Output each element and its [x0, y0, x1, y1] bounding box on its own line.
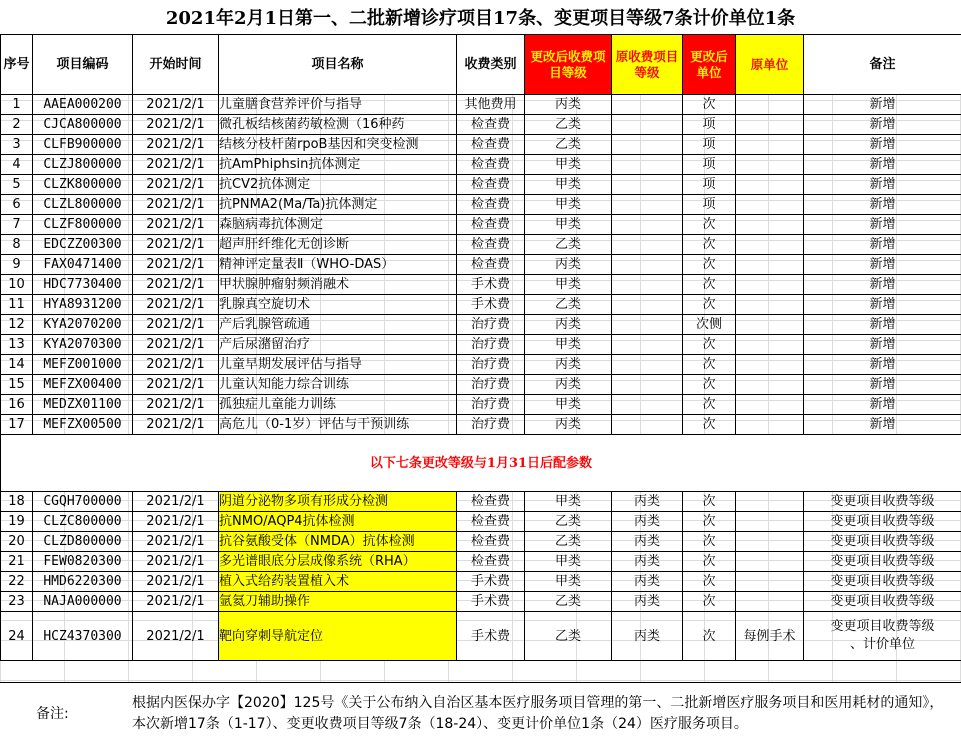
cell-remark[interactable]: 新增 — [804, 175, 961, 195]
cell-seq[interactable]: 1 — [1, 95, 33, 115]
table-row — [1, 612, 961, 661]
header-new-grade-text: 更改后收费项目等级 — [529, 49, 607, 80]
table-body-changed — [1, 492, 961, 612]
header-code[interactable]: 项目编码 — [33, 35, 133, 95]
cell-new-grade[interactable]: 乙类 — [525, 235, 612, 255]
cell-fee-type[interactable]: 检查费 — [457, 492, 525, 512]
cell-seq[interactable]: 4 — [1, 155, 33, 175]
cell-old-grade[interactable]: 丙类 — [612, 552, 683, 572]
cell-code[interactable]: CLZD800000 — [33, 532, 133, 552]
sheet-title: 2021年2月1日第一、二批新增诊疗项目17条、变更项目等级7条计价单位1条 — [0, 0, 961, 34]
cell-start[interactable]: 2021/2/1 — [133, 215, 219, 235]
cell-code[interactable]: HYA8931200 — [33, 295, 133, 315]
cell-code[interactable]: HDC7730400 — [33, 275, 133, 295]
cell-fee-type[interactable]: 治疗费 — [457, 395, 525, 415]
table-row — [1, 235, 961, 255]
cell-old-unit[interactable] — [736, 155, 804, 175]
table-row — [1, 395, 961, 415]
cell-remark[interactable]: 新增 — [804, 355, 961, 375]
cell-name[interactable]: 精神评定量表Ⅱ（WHO-DAS） — [219, 255, 457, 275]
cell-old-unit[interactable] — [736, 295, 804, 315]
table-row — [1, 552, 961, 572]
cell-new-grade[interactable]: 丙类 — [525, 355, 612, 375]
cell-fee-type[interactable]: 手术费 — [457, 295, 525, 315]
table-row — [1, 155, 961, 175]
cell-remark[interactable]: 新增 — [804, 415, 961, 435]
cell-start[interactable]: 2021/2/1 — [133, 335, 219, 355]
cell-start[interactable]: 2021/2/1 — [133, 532, 219, 552]
cell-code[interactable]: KYA2070200 — [33, 315, 133, 335]
cell-old-unit[interactable] — [736, 335, 804, 355]
cell-new-grade[interactable]: 甲类 — [525, 552, 612, 572]
cell-seq[interactable]: 11 — [1, 295, 33, 315]
remark-line-1: 变更项目收费等级 — [804, 618, 961, 636]
cell-new-unit[interactable]: 项 — [683, 195, 736, 215]
table-row — [1, 355, 961, 375]
table-row — [1, 415, 961, 435]
cell-code[interactable]: AAEA000200 — [33, 95, 133, 115]
cell-name[interactable]: 高危儿（0-1岁）评估与干预训练 — [219, 415, 457, 435]
cell-seq[interactable]: 9 — [1, 255, 33, 275]
cell-new-unit[interactable]: 次 — [683, 532, 736, 552]
cell-fee-type[interactable]: 手术费 — [457, 612, 525, 661]
cell-old-unit[interactable] — [736, 395, 804, 415]
cell-old-unit[interactable] — [736, 552, 804, 572]
header-new-unit-text: 更改后单位 — [685, 49, 733, 80]
cell-code[interactable]: CLZJ800000 — [33, 155, 133, 175]
cell-seq[interactable]: 14 — [1, 355, 33, 375]
cell-fee-type[interactable]: 检查费 — [457, 195, 525, 215]
cell-name[interactable]: 儿童早期发展评估与指导 — [219, 355, 457, 375]
cell-fee-type[interactable]: 检查费 — [457, 552, 525, 572]
cell-code[interactable]: MEFZ001000 — [33, 355, 133, 375]
table-row — [1, 532, 961, 552]
cell-fee-type[interactable]: 治疗费 — [457, 315, 525, 335]
table-row — [1, 135, 961, 155]
cell-seq[interactable]: 12 — [1, 315, 33, 335]
header-name[interactable]: 项目名称 — [219, 35, 457, 95]
cell-old-grade[interactable]: 丙类 — [612, 612, 683, 661]
table-row — [1, 295, 961, 315]
table-row — [1, 255, 961, 275]
cell-code[interactable]: CLZL800000 — [33, 195, 133, 215]
cell-start[interactable]: 2021/2/1 — [133, 512, 219, 532]
cell-new-unit[interactable]: 次 — [683, 95, 736, 115]
cell-remark[interactable]: 新增 — [804, 395, 961, 415]
cell-old-grade[interactable] — [612, 115, 683, 135]
table-row — [1, 492, 961, 512]
cell-seq[interactable]: 17 — [1, 415, 33, 435]
cell-fee-type[interactable]: 检查费 — [457, 512, 525, 532]
cell-remark[interactable]: 变更项目收费等级 — [804, 592, 961, 612]
divider-section — [1, 435, 961, 492]
cell-remark[interactable]: 新增 — [804, 255, 961, 275]
header-old-grade[interactable] — [612, 35, 683, 95]
table-row — [1, 375, 961, 395]
cell-fee-type[interactable]: 其他费用 — [457, 95, 525, 115]
cell-code[interactable]: CLZF800000 — [33, 215, 133, 235]
cell-new-grade[interactable]: 甲类 — [525, 175, 612, 195]
cell-new-grade[interactable]: 丙类 — [525, 255, 612, 275]
table-row — [1, 215, 961, 235]
cell-fee-type[interactable]: 检查费 — [457, 175, 525, 195]
cell-new-grade[interactable]: 甲类 — [525, 492, 612, 512]
cell-code[interactable]: KYA2070300 — [33, 335, 133, 355]
cell-fee-type[interactable]: 检查费 — [457, 532, 525, 552]
cell-old-unit[interactable] — [736, 512, 804, 532]
cell-new-unit[interactable]: 次 — [683, 612, 736, 661]
note-block — [0, 682, 961, 748]
header-new-grade[interactable] — [525, 35, 612, 95]
cell-seq[interactable]: 19 — [1, 512, 33, 532]
cell-remark[interactable] — [804, 612, 961, 661]
cell-seq[interactable]: 21 — [1, 552, 33, 572]
cell-code[interactable]: FEW0820300 — [33, 552, 133, 572]
cell-old-unit[interactable] — [736, 95, 804, 115]
cell-name[interactable]: 氩氦刀辅助操作 — [219, 592, 457, 612]
cell-name[interactable]: 抗谷氨酸受体（NMDA）抗体检测 — [219, 532, 457, 552]
table-row — [1, 175, 961, 195]
cell-start[interactable]: 2021/2/1 — [133, 95, 219, 115]
cell-fee-type[interactable]: 检查费 — [457, 155, 525, 175]
cell-code[interactable]: NAJA000000 — [33, 592, 133, 612]
divider-row — [1, 435, 961, 492]
cell-old-unit[interactable] — [736, 592, 804, 612]
cell-new-grade[interactable]: 丙类 — [525, 95, 612, 115]
cell-new-unit[interactable]: 项 — [683, 155, 736, 175]
cell-remark[interactable]: 新增 — [804, 335, 961, 355]
cell-old-unit[interactable] — [736, 572, 804, 592]
cell-seq[interactable]: 13 — [1, 335, 33, 355]
cell-fee-type[interactable]: 检查费 — [457, 135, 525, 155]
cell-start[interactable]: 2021/2/1 — [133, 355, 219, 375]
cell-old-unit[interactable] — [736, 492, 804, 512]
cell-new-grade[interactable]: 丙类 — [525, 375, 612, 395]
table-row — [1, 335, 961, 355]
cell-remark[interactable]: 新增 — [804, 315, 961, 335]
cell-fee-type[interactable]: 手术费 — [457, 572, 525, 592]
cell-code[interactable]: FAX0471400 — [33, 255, 133, 275]
cell-name[interactable]: 抗PNMA2(Ma/Ta)抗体测定 — [219, 195, 457, 215]
cell-seq[interactable]: 18 — [1, 492, 33, 512]
cell-name[interactable]: 森脑病毒抗体测定 — [219, 215, 457, 235]
cell-fee-type[interactable]: 治疗费 — [457, 335, 525, 355]
cell-new-unit[interactable]: 次 — [683, 335, 736, 355]
cell-code[interactable]: CGQH700000 — [33, 492, 133, 512]
cell-new-grade[interactable]: 甲类 — [525, 155, 612, 175]
cell-old-unit[interactable] — [736, 275, 804, 295]
header-start[interactable]: 开始时间 — [133, 35, 219, 95]
cell-new-unit[interactable]: 项 — [683, 175, 736, 195]
cell-fee-type[interactable]: 检查费 — [457, 255, 525, 275]
cell-code[interactable]: MEDZX01100 — [33, 395, 133, 415]
cell-new-grade[interactable]: 甲类 — [525, 572, 612, 592]
cell-old-grade[interactable] — [612, 155, 683, 175]
cell-old-grade[interactable]: 丙类 — [612, 512, 683, 532]
cell-start[interactable]: 2021/2/1 — [133, 395, 219, 415]
cell-start[interactable]: 2021/2/1 — [133, 175, 219, 195]
cell-fee-type[interactable]: 手术费 — [457, 275, 525, 295]
cell-start[interactable]: 2021/2/1 — [133, 375, 219, 395]
table-body-new — [1, 95, 961, 435]
cell-remark[interactable]: 变更项目收费等级 — [804, 572, 961, 592]
cell-name[interactable]: 乳腺真空旋切术 — [219, 295, 457, 315]
cell-new-grade[interactable]: 乙类 — [525, 115, 612, 135]
cell-new-unit[interactable]: 次 — [683, 552, 736, 572]
table-row — [1, 95, 961, 115]
remark-line-2: 、计价单位 — [804, 636, 961, 654]
cell-remark[interactable]: 变更项目收费等级 — [804, 552, 961, 572]
cell-start[interactable]: 2021/2/1 — [133, 492, 219, 512]
cell-seq[interactable]: 10 — [1, 275, 33, 295]
cell-code[interactable]: HCZ4370300 — [33, 612, 133, 661]
cell-start[interactable]: 2021/2/1 — [133, 135, 219, 155]
cell-new-unit[interactable]: 次 — [683, 592, 736, 612]
cell-new-unit[interactable]: 次 — [683, 572, 736, 592]
cell-start[interactable]: 2021/2/1 — [133, 255, 219, 275]
note-text: 根据内医保办字【2020】125号《关于公布纳入自治区基本医疗服务项目管理的第一、二批新增医疗服务项目和医用耗材的通知》，本次新增17条（1-17）、变更收费项目等级7条（18-24）、变更计价单位1条（24）医疗服务项目。 — [132, 693, 954, 735]
table-row — [1, 275, 961, 295]
cell-old-unit[interactable] — [736, 355, 804, 375]
cell-old-grade[interactable] — [612, 95, 683, 115]
cell-name[interactable]: 多光谱眼底分层成像系统（RHA） — [219, 552, 457, 572]
cell-seq[interactable]: 3 — [1, 135, 33, 155]
cell-new-grade[interactable]: 乙类 — [525, 612, 612, 661]
cell-new-grade[interactable]: 甲类 — [525, 395, 612, 415]
cell-name[interactable]: 儿童膳食营养评价与指导 — [219, 95, 457, 115]
cell-code[interactable]: CLZK800000 — [33, 175, 133, 195]
cell-old-unit[interactable] — [736, 415, 804, 435]
cell-remark[interactable]: 变更项目收费等级 — [804, 492, 961, 512]
cell-code[interactable]: CLFB900000 — [33, 135, 133, 155]
cell-new-grade[interactable]: 甲类 — [525, 275, 612, 295]
cell-remark[interactable]: 新增 — [804, 235, 961, 255]
table-row — [1, 572, 961, 592]
cell-start[interactable]: 2021/2/1 — [133, 612, 219, 661]
cell-fee-type[interactable]: 检查费 — [457, 215, 525, 235]
cell-remark[interactable]: 新增 — [804, 135, 961, 155]
cell-new-grade[interactable]: 甲类 — [525, 195, 612, 215]
cell-old-unit[interactable]: 每例手术 — [736, 612, 804, 661]
cell-old-grade[interactable] — [612, 355, 683, 375]
cell-name[interactable]: 抗AmPhiphsin抗体测定 — [219, 155, 457, 175]
cell-start[interactable]: 2021/2/1 — [133, 275, 219, 295]
cell-seq[interactable]: 16 — [1, 395, 33, 415]
cell-start[interactable]: 2021/2/1 — [133, 415, 219, 435]
header-fee-type[interactable]: 收费类别 — [457, 35, 525, 95]
cell-code[interactable]: CJCA800000 — [33, 115, 133, 135]
cell-old-grade[interactable] — [612, 255, 683, 275]
cell-name[interactable]: 产后尿潴留治疗 — [219, 335, 457, 355]
cell-new-grade[interactable]: 乙类 — [525, 295, 612, 315]
cell-new-grade[interactable]: 乙类 — [525, 592, 612, 612]
table-row — [1, 512, 961, 532]
cell-old-grade[interactable] — [612, 415, 683, 435]
cell-new-grade[interactable]: 乙类 — [525, 512, 612, 532]
header-old-unit[interactable]: 原单位 — [736, 35, 804, 95]
cell-name[interactable]: 儿童认知能力综合训练 — [219, 375, 457, 395]
cell-code[interactable]: MEFZX00400 — [33, 375, 133, 395]
cell-name[interactable]: 微孔板结核菌药敏检测（16种药 — [219, 115, 457, 135]
cell-fee-type[interactable]: 检查费 — [457, 115, 525, 135]
cell-seq[interactable]: 8 — [1, 235, 33, 255]
cell-name[interactable]: 甲状腺肿瘤射频消融术 — [219, 275, 457, 295]
cell-fee-type[interactable]: 治疗费 — [457, 375, 525, 395]
cell-start[interactable]: 2021/2/1 — [133, 572, 219, 592]
cell-fee-type[interactable]: 治疗费 — [457, 355, 525, 375]
cell-new-grade[interactable]: 乙类 — [525, 532, 612, 552]
cell-fee-type[interactable]: 手术费 — [457, 592, 525, 612]
cell-name[interactable]: 孤独症儿童能力训练 — [219, 395, 457, 415]
cell-old-unit[interactable] — [736, 195, 804, 215]
cell-old-grade[interactable] — [612, 275, 683, 295]
cell-seq[interactable]: 15 — [1, 375, 33, 395]
cell-old-grade[interactable] — [612, 395, 683, 415]
cell-new-unit[interactable]: 次 — [683, 512, 736, 532]
header-remark[interactable]: 备注 — [804, 35, 961, 95]
cell-name[interactable]: 靶向穿刺导航定位 — [219, 612, 457, 661]
divider-text: 以下七条更改等级与1月31日后配参数 — [1, 435, 961, 492]
cell-start[interactable]: 2021/2/1 — [133, 195, 219, 215]
cell-start[interactable]: 2021/2/1 — [133, 295, 219, 315]
cell-remark[interactable]: 新增 — [804, 95, 961, 115]
cell-new-unit[interactable]: 项 — [683, 115, 736, 135]
cell-old-unit[interactable] — [736, 215, 804, 235]
cell-new-unit[interactable]: 次 — [683, 492, 736, 512]
cell-old-grade[interactable]: 丙类 — [612, 592, 683, 612]
cell-seq[interactable]: 2 — [1, 115, 33, 135]
cell-new-unit[interactable]: 次 — [683, 255, 736, 275]
cell-new-unit[interactable]: 次 — [683, 375, 736, 395]
table-row — [1, 115, 961, 135]
cell-new-grade[interactable]: 甲类 — [525, 335, 612, 355]
cell-old-unit[interactable] — [736, 235, 804, 255]
cell-seq[interactable]: 7 — [1, 215, 33, 235]
cell-name[interactable]: 阴道分泌物多项有形成分检测 — [219, 492, 457, 512]
cell-old-unit[interactable] — [736, 315, 804, 335]
cell-remark[interactable]: 新增 — [804, 195, 961, 215]
cell-new-unit[interactable]: 次 — [683, 395, 736, 415]
cell-old-grade[interactable]: 丙类 — [612, 532, 683, 552]
cell-fee-type[interactable]: 检查费 — [457, 235, 525, 255]
cell-fee-type[interactable]: 治疗费 — [457, 415, 525, 435]
cell-remark[interactable]: 新增 — [804, 275, 961, 295]
cell-new-unit[interactable]: 次侧 — [683, 315, 736, 335]
cell-new-unit[interactable]: 次 — [683, 275, 736, 295]
cell-start[interactable]: 2021/2/1 — [133, 315, 219, 335]
header-old-grade-text: 原收费项目等级 — [615, 49, 679, 80]
cell-old-grade[interactable] — [612, 375, 683, 395]
cell-seq[interactable]: 23 — [1, 592, 33, 612]
cell-name[interactable]: 超声肝纤维化无创诊断 — [219, 235, 457, 255]
cell-start[interactable]: 2021/2/1 — [133, 115, 219, 135]
cell-start[interactable]: 2021/2/1 — [133, 592, 219, 612]
cell-remark[interactable]: 新增 — [804, 295, 961, 315]
cell-old-unit[interactable] — [736, 255, 804, 275]
table-row — [1, 315, 961, 335]
cell-seq[interactable]: 20 — [1, 532, 33, 552]
cell-old-grade[interactable]: 丙类 — [612, 492, 683, 512]
cell-remark[interactable]: 新增 — [804, 375, 961, 395]
cell-new-unit[interactable]: 次 — [683, 235, 736, 255]
cell-old-grade[interactable] — [612, 175, 683, 195]
cell-old-grade[interactable] — [612, 335, 683, 355]
header-row — [1, 35, 961, 95]
cell-new-grade[interactable]: 丙类 — [525, 415, 612, 435]
cell-start[interactable]: 2021/2/1 — [133, 155, 219, 175]
cell-new-unit[interactable]: 次 — [683, 415, 736, 435]
cell-remark[interactable]: 变更项目收费等级 — [804, 512, 961, 532]
cell-new-unit[interactable]: 次 — [683, 215, 736, 235]
cell-code[interactable]: CLZC800000 — [33, 512, 133, 532]
data-table — [0, 34, 961, 661]
cell-remark[interactable]: 新增 — [804, 215, 961, 235]
cell-old-grade[interactable] — [612, 215, 683, 235]
cell-name[interactable]: 植入式给药装置植入术 — [219, 572, 457, 592]
cell-name[interactable]: 抗CV2抗体测定 — [219, 175, 457, 195]
cell-name[interactable]: 产后乳腺管疏通 — [219, 315, 457, 335]
cell-code[interactable]: EDCZZ00300 — [33, 235, 133, 255]
cell-seq[interactable]: 24 — [1, 612, 33, 661]
table-body-last — [1, 612, 961, 661]
header-new-unit[interactable] — [683, 35, 736, 95]
cell-seq[interactable]: 5 — [1, 175, 33, 195]
cell-name[interactable]: 抗NMO/AQP4抗体检测 — [219, 512, 457, 532]
cell-old-grade[interactable] — [612, 295, 683, 315]
cell-seq[interactable]: 22 — [1, 572, 33, 592]
cell-old-unit[interactable] — [736, 532, 804, 552]
cell-old-grade[interactable] — [612, 315, 683, 335]
cell-code[interactable]: HMD6220300 — [33, 572, 133, 592]
cell-new-grade[interactable]: 甲类 — [525, 215, 612, 235]
cell-remark[interactable]: 变更项目收费等级 — [804, 532, 961, 552]
cell-new-unit[interactable]: 次 — [683, 295, 736, 315]
header-seq[interactable]: 序号 — [1, 35, 33, 95]
cell-start[interactable]: 2021/2/1 — [133, 235, 219, 255]
cell-old-unit[interactable] — [736, 175, 804, 195]
cell-new-grade[interactable]: 丙类 — [525, 315, 612, 335]
cell-new-grade[interactable]: 乙类 — [525, 135, 612, 155]
note-label: 备注: — [36, 703, 69, 723]
cell-old-unit[interactable] — [736, 135, 804, 155]
cell-remark[interactable]: 新增 — [804, 155, 961, 175]
cell-start[interactable]: 2021/2/1 — [133, 552, 219, 572]
cell-old-unit[interactable] — [736, 375, 804, 395]
cell-old-grade[interactable]: 丙类 — [612, 572, 683, 592]
table-row — [1, 592, 961, 612]
cell-old-unit[interactable] — [736, 115, 804, 135]
cell-name[interactable]: 结核分枝杆菌rpoB基因和突变检测 — [219, 135, 457, 155]
table-row — [1, 195, 961, 215]
cell-seq[interactable]: 6 — [1, 195, 33, 215]
cell-code[interactable]: MEFZX00500 — [33, 415, 133, 435]
cell-old-grade[interactable] — [612, 135, 683, 155]
cell-old-grade[interactable] — [612, 235, 683, 255]
cell-new-unit[interactable]: 次 — [683, 355, 736, 375]
cell-new-unit[interactable]: 项 — [683, 135, 736, 155]
cell-remark[interactable]: 新增 — [804, 115, 961, 135]
cell-old-grade[interactable] — [612, 195, 683, 215]
